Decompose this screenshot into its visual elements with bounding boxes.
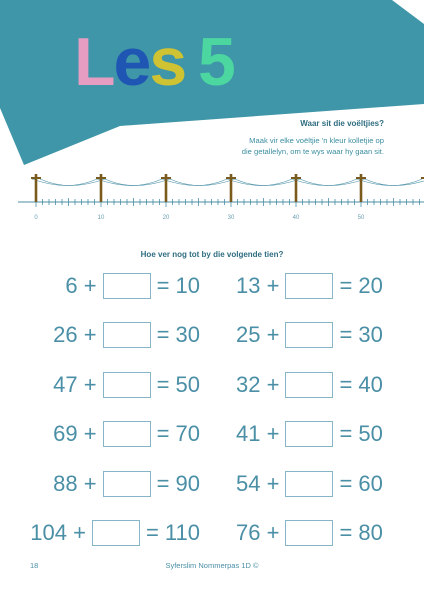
equation-result: = 110	[145, 520, 200, 545]
equation-start: 41 +	[236, 421, 280, 447]
pole-crossbar	[291, 177, 301, 179]
equation-result: = 60	[339, 470, 383, 496]
pole-crossbar	[226, 177, 236, 179]
instruction-line: Maak vir elke voëltjie 'n kleur kolletjie op	[249, 136, 384, 145]
lesson-number: 5	[198, 24, 236, 100]
equation-left	[65, 271, 200, 301]
exercise-question: Hoe ver nog tot by die volgende tien?	[140, 250, 284, 259]
equation-start: 26 +	[53, 322, 97, 348]
answer-box[interactable]	[103, 273, 151, 299]
equation-right	[236, 320, 383, 350]
copyright: Syferslim Nommerpas 1D ©	[165, 561, 259, 570]
equation-start: 104 +	[30, 520, 86, 545]
equation-result: = 80	[339, 520, 383, 545]
answer-box[interactable]	[285, 273, 333, 299]
pole-crossbar	[161, 177, 171, 179]
pole-crossbar	[96, 177, 106, 179]
equation-result: = 30	[156, 322, 200, 348]
answer-box[interactable]	[103, 471, 151, 497]
equation-left	[53, 320, 200, 350]
equation-start: 54 +	[236, 470, 280, 496]
answer-box[interactable]	[285, 421, 333, 447]
equation-left	[30, 518, 200, 548]
equation-left	[53, 419, 200, 449]
title-letter: s	[149, 24, 186, 100]
equation-left	[53, 469, 200, 499]
equation-start: 76 +	[236, 520, 280, 545]
number-line-label: 30	[227, 215, 235, 221]
answer-box[interactable]	[103, 322, 151, 348]
answer-box[interactable]	[92, 520, 140, 546]
equation-result: = 10	[156, 273, 200, 298]
equation-result: = 30	[339, 322, 383, 348]
title-letter: L	[74, 24, 114, 100]
equation-start: 47 +	[53, 371, 97, 397]
equation-right	[236, 518, 383, 548]
equation-start: 13 +	[236, 273, 280, 298]
number-line-label: 0	[34, 215, 38, 221]
wire	[365, 179, 424, 186]
equation-result: = 40	[339, 371, 383, 397]
number-line-label: 40	[292, 215, 300, 221]
answer-box[interactable]	[103, 372, 151, 398]
lesson-title	[74, 24, 186, 100]
answer-box[interactable]	[285, 372, 333, 398]
page-number: 18	[30, 561, 39, 570]
birds-instruction	[184, 135, 384, 157]
equation-result: = 20	[339, 273, 383, 298]
equation-start: 25 +	[236, 322, 280, 348]
pole-crossbar	[356, 177, 366, 179]
equation-result: = 90	[156, 470, 200, 496]
birds-question: Waar sit die voëltjies?	[300, 119, 384, 128]
number-line-label: 50	[357, 215, 365, 221]
answer-box[interactable]	[285, 471, 333, 497]
answer-box[interactable]	[103, 421, 151, 447]
equation-start: 6 +	[65, 273, 97, 298]
pole-crossbar	[31, 177, 41, 179]
title-letter: e	[113, 24, 150, 100]
number-line	[0, 170, 424, 226]
equation-start: 69 +	[53, 421, 97, 447]
answer-box[interactable]	[285, 520, 333, 546]
equation-result: = 50	[339, 421, 383, 447]
equation-right	[236, 469, 383, 499]
equation-start: 88 +	[53, 470, 97, 496]
equation-right	[236, 419, 383, 449]
instruction-line: die getallelyn, om te wys waar hy gaan sit.	[241, 147, 384, 156]
number-line-label: 10	[97, 215, 105, 221]
equation-right	[236, 370, 383, 400]
answer-box[interactable]	[285, 322, 333, 348]
equation-result: = 70	[156, 421, 200, 447]
equation-left	[53, 370, 200, 400]
number-line-label: 20	[162, 215, 170, 221]
equation-result: = 50	[156, 371, 200, 397]
equation-right	[236, 271, 383, 301]
equation-start: 32 +	[236, 371, 280, 397]
